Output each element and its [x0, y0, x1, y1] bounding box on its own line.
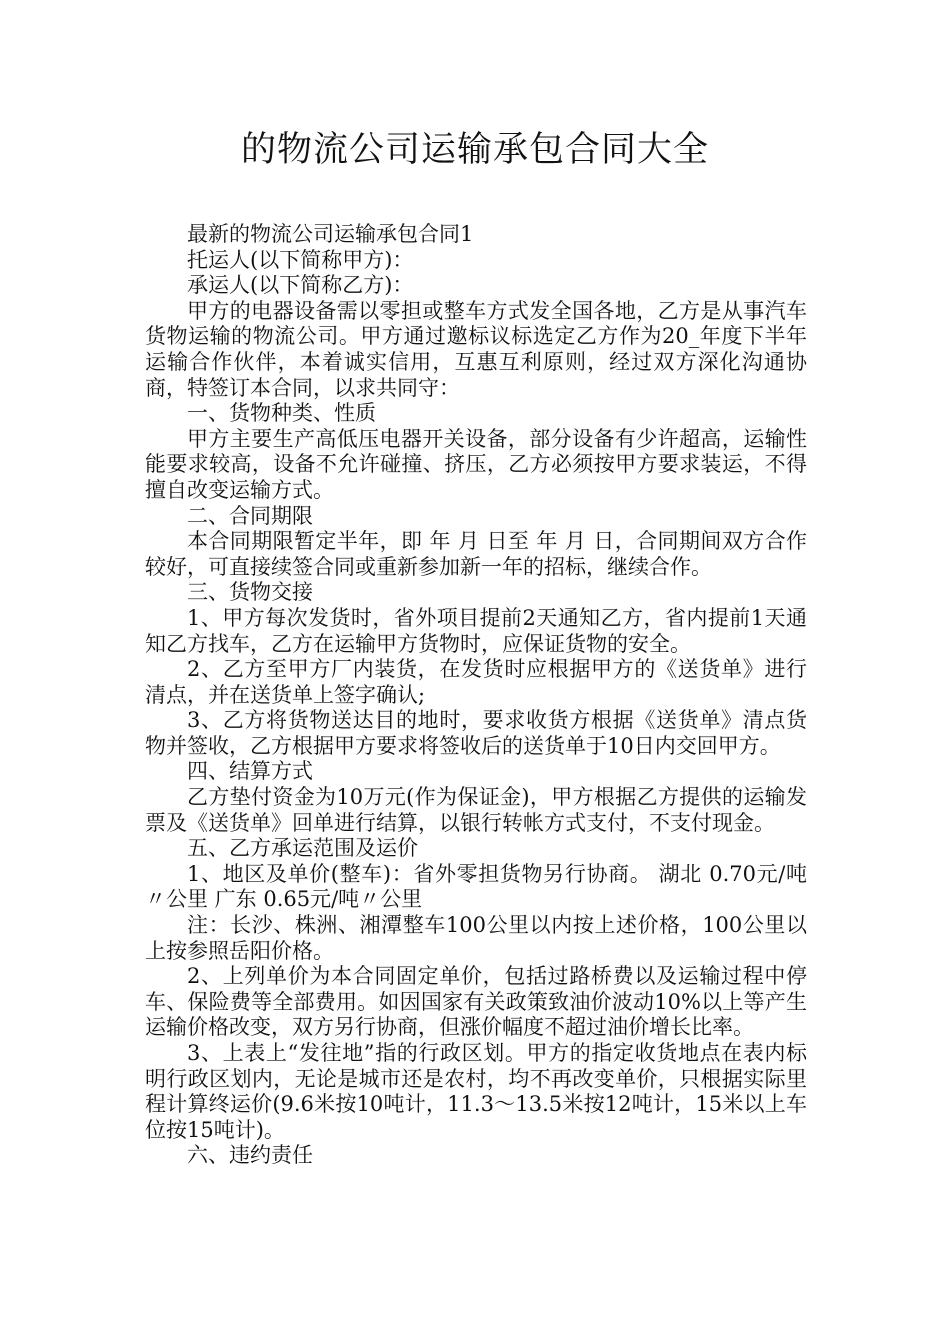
party-b-line: 承运人(以下简称乙方)： — [187, 273, 414, 298]
section-4-paragraph: 乙方垫付资金为10万元(作为保证金)，甲方根据乙方提供的运输发票及《送货单》回单进行结算，以银行转帐方式支付，不支付现金。 — [145, 785, 807, 835]
heading-contract-number: 最新的物流公司运输承包合同1 — [187, 222, 474, 246]
section-heading-5: 五、乙方承运范围及运价 — [187, 836, 418, 861]
document-title: 的物流公司运输承包合同大全 — [240, 130, 709, 170]
section-5-note: 注：长沙、株洲、湘潭整车100公里以内按上述价格，100公里以上按参照岳阳价格。 — [145, 913, 807, 963]
section-1-paragraph: 甲方主要生产高低压电器开关设备，部分设备有少许超高，运输性能要求较高，设备不允许碰撞、挤压，乙方必须按甲方要求装运，不得擅自改变运输方式。 — [145, 426, 807, 502]
section-heading-1: 一、货物种类、性质 — [187, 401, 376, 426]
preamble-paragraph: 甲方的电器设备需以零担或整车方式发全国各地，乙方是从事汽车货物运输的物流公司。甲方通过邀标议标选定乙方作为20_年度下半年运输合作伙伴，本着诚实信用，互惠互利原则，经过双方深化沟通协商，特签订本合同，以求共同守： — [145, 298, 807, 400]
section-heading-4: 四、结算方式 — [187, 759, 313, 784]
section-2-paragraph: 本合同期限暂定半年，即 年 月 日至 年 月 日，合同期间双方合作较好，可直接续签合同或重新参加新一年的招标，继续合作。 — [145, 529, 807, 579]
section-heading-6: 六、违约责任 — [187, 1143, 313, 1168]
section-5-item-1: 1、地区及单价(整车)：省外零担货物另行协商。 湖北 0.70元/吨〃公里 广东 0.65元/吨〃公里 — [145, 861, 807, 912]
section-3-item-2: 2、乙方至甲方厂内装货，在发货时应根据甲方的《送货单》进行清点，并在送货单上签字确认; — [145, 657, 807, 707]
section-5-item-2: 2、上列单价为本合同固定单价，包括过路桥费以及运输过程中停车、保险费等全部费用。如因国家有关政策致油价波动10%以上等产生运输价格改变，双方另行协商，但涨价幅度不超过油价增长比率。 — [145, 964, 807, 1040]
section-heading-2: 二、合同期限 — [187, 503, 313, 528]
document-body — [145, 222, 807, 1169]
section-3-item-1: 1、甲方每次发货时，省外项目提前2天通知乙方，省内提前1天通知乙方找车，乙方在运输甲方货物时，应保证货物的安全。 — [145, 605, 807, 656]
section-3-item-3: 3、乙方将货物送达目的地时，要求收货方根据《送货单》清点货物并签收，乙方根据甲方要求将签收后的送货单于10日内交回甲方。 — [145, 708, 807, 758]
party-a-line: 托运人(以下简称甲方)： — [187, 247, 414, 272]
section-heading-3: 三、货物交接 — [187, 580, 313, 605]
section-5-item-3: 3、上表上“发往地”指的行政区划。甲方的指定收货地点在表内标明行政区划内，无论是城市还是农村，均不再改变单价，只根据实际里程计算终运价(9.6米按10吨计，11.3～13.5米按12吨计，15米以上车位按15吨计)。 — [145, 1041, 807, 1142]
